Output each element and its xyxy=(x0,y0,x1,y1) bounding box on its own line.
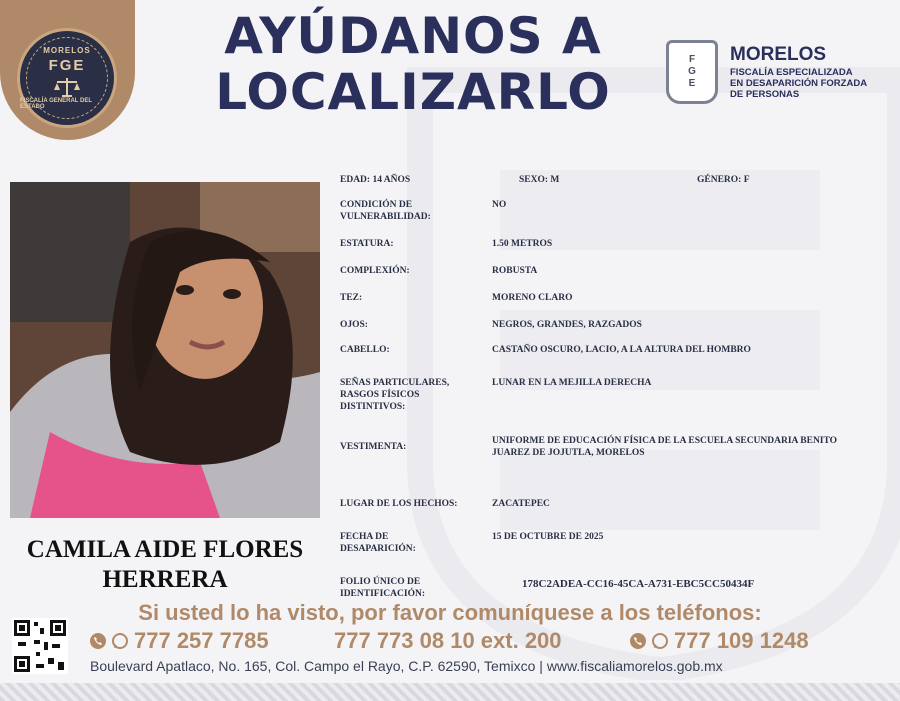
tez-value: MORENO CLARO xyxy=(492,293,573,303)
poster-title xyxy=(178,8,648,120)
senas-label: SEÑAS PARTICULARES, RASGOS FÍSICOS DISTINTIVOS: xyxy=(340,378,450,412)
person-name xyxy=(10,535,320,595)
edad-field: EDAD: 14 AÑOS xyxy=(340,175,411,185)
whatsapp-icon xyxy=(112,633,128,649)
seal-bottom-text: FISCALÍA GENERAL DEL ESTADO xyxy=(20,98,92,110)
lugar-value: ZACATEPEC xyxy=(492,499,550,509)
org-subtitle xyxy=(730,67,900,100)
org-name: MORELOS xyxy=(730,44,827,65)
folio-value: 178C2ADEA-CC16-45CA-A731-EBC5CC50434F xyxy=(522,578,755,590)
phone-3-number: 777 109 1248 xyxy=(674,628,809,653)
senas-value: LUNAR EN LA MEJILLA DERECHA xyxy=(492,378,652,388)
phone-icon xyxy=(630,633,646,649)
seal-mid-text: FGE xyxy=(48,57,86,74)
cabello-label: CABELLO: xyxy=(340,345,390,355)
phone-2[interactable] xyxy=(334,628,562,654)
genero-field: GÉNERO: F xyxy=(697,175,750,185)
vestimenta-label: VESTIMENTA: xyxy=(340,442,407,452)
tez-label: TEZ: xyxy=(340,293,363,303)
complexion-value: ROBUSTA xyxy=(492,266,538,276)
vulnerabilidad-value: NO xyxy=(492,200,507,210)
qr-code[interactable] xyxy=(12,618,68,674)
fge-letter-e: E xyxy=(688,78,696,89)
call-to-action: Si usted lo ha visto, por favor comuníquese a los teléfonos: xyxy=(138,600,762,625)
estatura-label: ESTATURA: xyxy=(340,239,394,249)
phone-2-number: 777 773 08 10 ext. 200 xyxy=(334,628,562,653)
phone-1[interactable] xyxy=(90,628,269,654)
complexion-label: COMPLEXIÓN: xyxy=(340,266,410,276)
vestimenta-value: UNIFORME DE EDUCACIÓN FÍSICA DE LA ESCUELA SECUNDARIA BENITO JUAREZ DE JOJUTLA, MORELOS xyxy=(492,436,838,458)
estatura-value: 1.50 METROS xyxy=(492,239,553,249)
org-sub-line-1: FISCALÍA ESPECIALIZADA xyxy=(730,67,853,78)
org-sub-line-3: DE PERSONAS xyxy=(730,89,800,100)
fiscalia-seal xyxy=(17,28,117,128)
sexo-field: SEXO: M xyxy=(519,175,560,185)
cabello-value: CASTAÑO OSCURO, LACIO, A LA ALTURA DEL HOMBRO xyxy=(492,345,751,355)
fge-badge xyxy=(0,0,135,140)
lugar-label: LUGAR DE LOS HECHOS: xyxy=(340,499,458,509)
person-name-line-2: HERRERA xyxy=(102,566,228,593)
fge-letter-g: G xyxy=(688,66,696,77)
fecha-label: FECHA DE DESAPARICIÓN: xyxy=(340,532,416,554)
missing-person-photo xyxy=(10,182,320,518)
title-line-1: AYÚDANOS A xyxy=(224,7,602,65)
ojos-value: NEGROS, GRANDES, RAZGADOS xyxy=(492,320,642,330)
phone-icon xyxy=(90,633,106,649)
ojos-label: OJOS: xyxy=(340,320,368,330)
fecha-value: 15 DE OCTUBRE DE 2025 xyxy=(492,532,604,542)
vulnerabilidad-label: CONDICIÓN DE VULNERABILIDAD: xyxy=(340,200,431,222)
address-line: Boulevard Apatlaco, No. 165, Col. Campo el Rayo, C.P. 62590, Temixco | www.fiscaliamorelos.gob.mx xyxy=(90,658,723,674)
person-name-line-1: CAMILA AIDE FLORES xyxy=(26,536,304,563)
phone-1-number: 777 257 7785 xyxy=(134,628,269,653)
title-line-2: LOCALIZARLO xyxy=(215,63,611,121)
decorative-band xyxy=(0,683,900,701)
whatsapp-icon xyxy=(652,633,668,649)
seal-top-text: MORELOS xyxy=(43,46,91,55)
phone-3[interactable] xyxy=(630,628,809,654)
fge-letter-f: F xyxy=(688,54,696,65)
person-photo-illustration xyxy=(10,182,320,518)
folio-label: FOLIO ÚNICO DE IDENTIFICACIÓN: xyxy=(340,577,425,599)
org-sub-line-2: EN DESAPARICIÓN FORZADA xyxy=(730,78,868,89)
fge-logo xyxy=(666,40,718,104)
